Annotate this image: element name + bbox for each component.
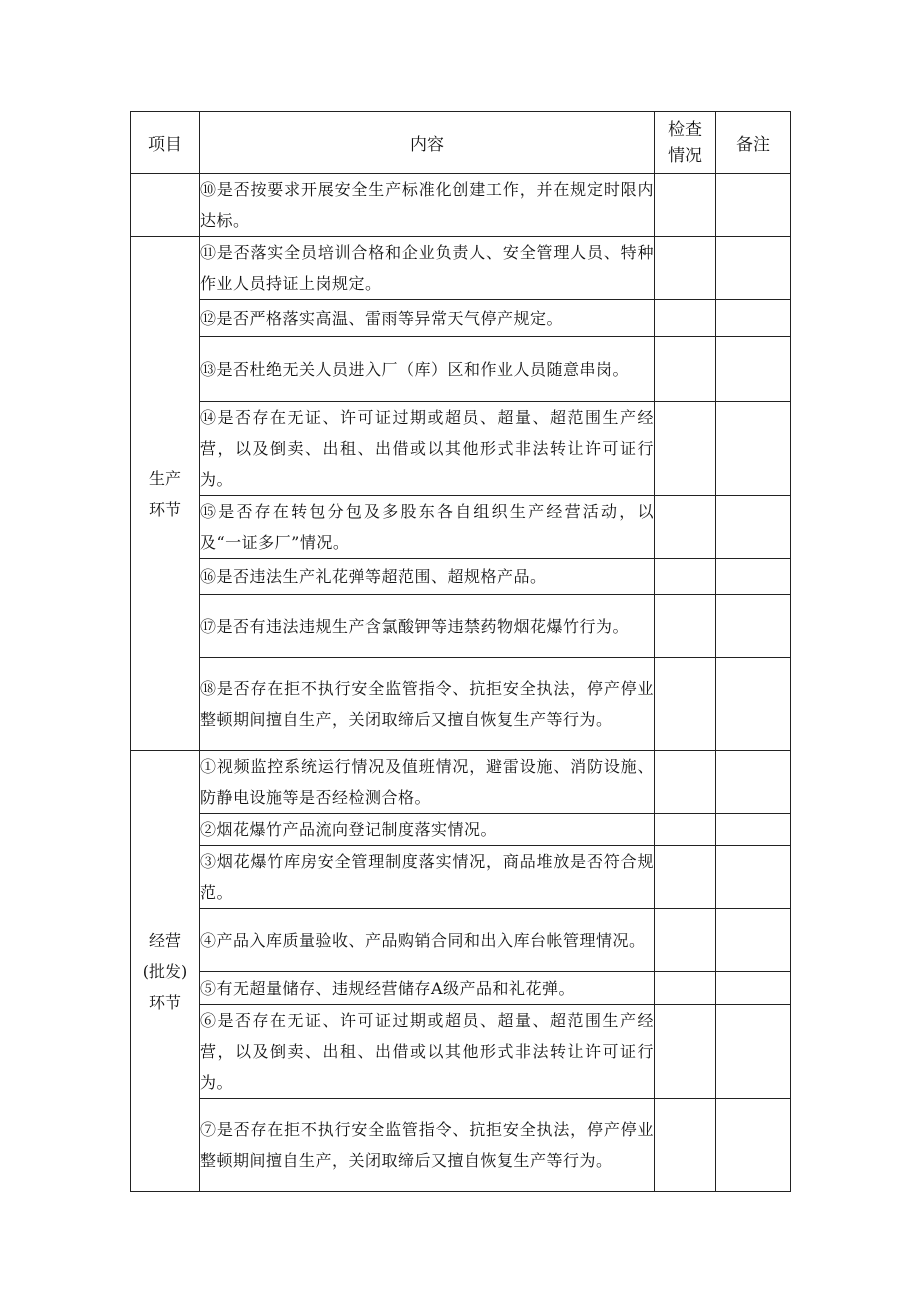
header-check-line1: 检查	[668, 119, 702, 140]
check-cell[interactable]	[655, 300, 716, 337]
note-cell[interactable]	[716, 559, 791, 595]
row-content: ⑬是否杜绝无关人员进入厂（库）区和作业人员随意串岗。	[200, 337, 655, 402]
note-cell[interactable]	[716, 237, 791, 300]
table-row	[131, 174, 791, 237]
row-content: ⑱是否存在拒不执行安全监管指令、抗拒安全执法，停产停业整顿期间擅自生产，关闭取缔后又擅自恢复生产等行为。	[200, 658, 655, 751]
section-operation	[131, 751, 200, 1192]
note-cell[interactable]	[716, 1005, 791, 1099]
table-row	[131, 846, 791, 909]
row-content: ⑯是否违法生产礼花弹等超范围、超规格产品。	[200, 559, 655, 595]
check-cell[interactable]	[655, 814, 716, 846]
row-content: ⑪是否落实全员培训合格和企业负责人、安全管理人员、特种作业人员持证上岗规定。	[200, 237, 655, 300]
section-cell-empty	[131, 174, 200, 237]
check-cell[interactable]	[655, 402, 716, 496]
header-item: 项目	[131, 112, 200, 174]
section-production-line1: 生产	[148, 468, 181, 488]
row-content: ⑫是否严格落实高温、雷雨等异常天气停产规定。	[200, 300, 655, 337]
check-cell[interactable]	[655, 496, 716, 559]
table-row	[131, 237, 791, 300]
note-cell[interactable]	[716, 1099, 791, 1192]
note-cell[interactable]	[716, 814, 791, 846]
check-cell[interactable]	[655, 559, 716, 595]
check-cell[interactable]	[655, 595, 716, 658]
row-content: ⑩是否按要求开展安全生产标准化创建工作，并在规定时限内达标。	[200, 174, 655, 237]
note-cell[interactable]	[716, 337, 791, 402]
table-row	[131, 300, 791, 337]
table-row	[131, 658, 791, 751]
check-cell[interactable]	[655, 1099, 716, 1192]
row-content: ②烟花爆竹产品流向登记制度落实情况。	[200, 814, 655, 846]
row-content: ⑥是否存在无证、许可证过期或超员、超量、超范围生产经营，以及倒卖、出租、出借或以其他形式非法转让许可证行为。	[200, 1005, 655, 1099]
check-cell[interactable]	[655, 1005, 716, 1099]
header-check-line2: 情况	[668, 145, 702, 166]
check-cell[interactable]	[655, 972, 716, 1005]
row-content: ①视频监控系统运行情况及值班情况，避雷设施、消防设施、防静电设施等是否经检测合格。	[200, 751, 655, 814]
table-row	[131, 751, 791, 814]
inspection-table	[130, 111, 791, 1192]
check-cell[interactable]	[655, 909, 716, 972]
table-row	[131, 595, 791, 658]
note-cell[interactable]	[716, 972, 791, 1005]
header-check	[655, 112, 716, 174]
table-header-row	[131, 112, 791, 174]
table-row	[131, 909, 791, 972]
table-row	[131, 337, 791, 402]
check-cell[interactable]	[655, 846, 716, 909]
row-content: ⑭是否存在无证、许可证过期或超员、超量、超范围生产经营，以及倒卖、出租、出借或以其他形式非法转让许可证行为。	[200, 402, 655, 496]
table-row	[131, 559, 791, 595]
note-cell[interactable]	[716, 300, 791, 337]
row-content: ③烟花爆竹库房安全管理制度落实情况，商品堆放是否符合规范。	[200, 846, 655, 909]
section-production	[131, 237, 200, 751]
note-cell[interactable]	[716, 402, 791, 496]
check-cell[interactable]	[655, 174, 716, 237]
table-row	[131, 972, 791, 1005]
section-production-line2: 环节	[148, 499, 181, 519]
table-row	[131, 1099, 791, 1192]
note-cell[interactable]	[716, 658, 791, 751]
table-row	[131, 814, 791, 846]
check-cell[interactable]	[655, 658, 716, 751]
note-cell[interactable]	[716, 909, 791, 972]
table-row	[131, 402, 791, 496]
header-note: 备注	[716, 112, 791, 174]
note-cell[interactable]	[716, 751, 791, 814]
row-content: ⑤有无超量储存、违规经营储存A级产品和礼花弹。	[200, 972, 655, 1005]
row-content: ⑰是否有违法违规生产含氯酸钾等违禁药物烟花爆竹行为。	[200, 595, 655, 658]
table-row	[131, 496, 791, 559]
note-cell[interactable]	[716, 174, 791, 237]
row-content: ④产品入库质量验收、产品购销合同和出入库台帐管理情况。	[200, 909, 655, 972]
section-operation-line3: 环节	[148, 992, 181, 1012]
check-cell[interactable]	[655, 751, 716, 814]
check-cell[interactable]	[655, 337, 716, 402]
section-operation-line2: (批发)	[142, 961, 188, 981]
table-row	[131, 1005, 791, 1099]
check-cell[interactable]	[655, 237, 716, 300]
note-cell[interactable]	[716, 595, 791, 658]
note-cell[interactable]	[716, 496, 791, 559]
header-content: 内容	[200, 112, 655, 174]
row-content: ⑮是否存在转包分包及多股东各自组织生产经营活动，以及“一证多厂”情况。	[200, 496, 655, 559]
note-cell[interactable]	[716, 846, 791, 909]
section-operation-line1: 经营	[148, 930, 181, 950]
row-content: ⑦是否存在拒不执行安全监管指令、抗拒安全执法，停产停业整顿期间擅自生产，关闭取缔后又擅自恢复生产等行为。	[200, 1099, 655, 1192]
